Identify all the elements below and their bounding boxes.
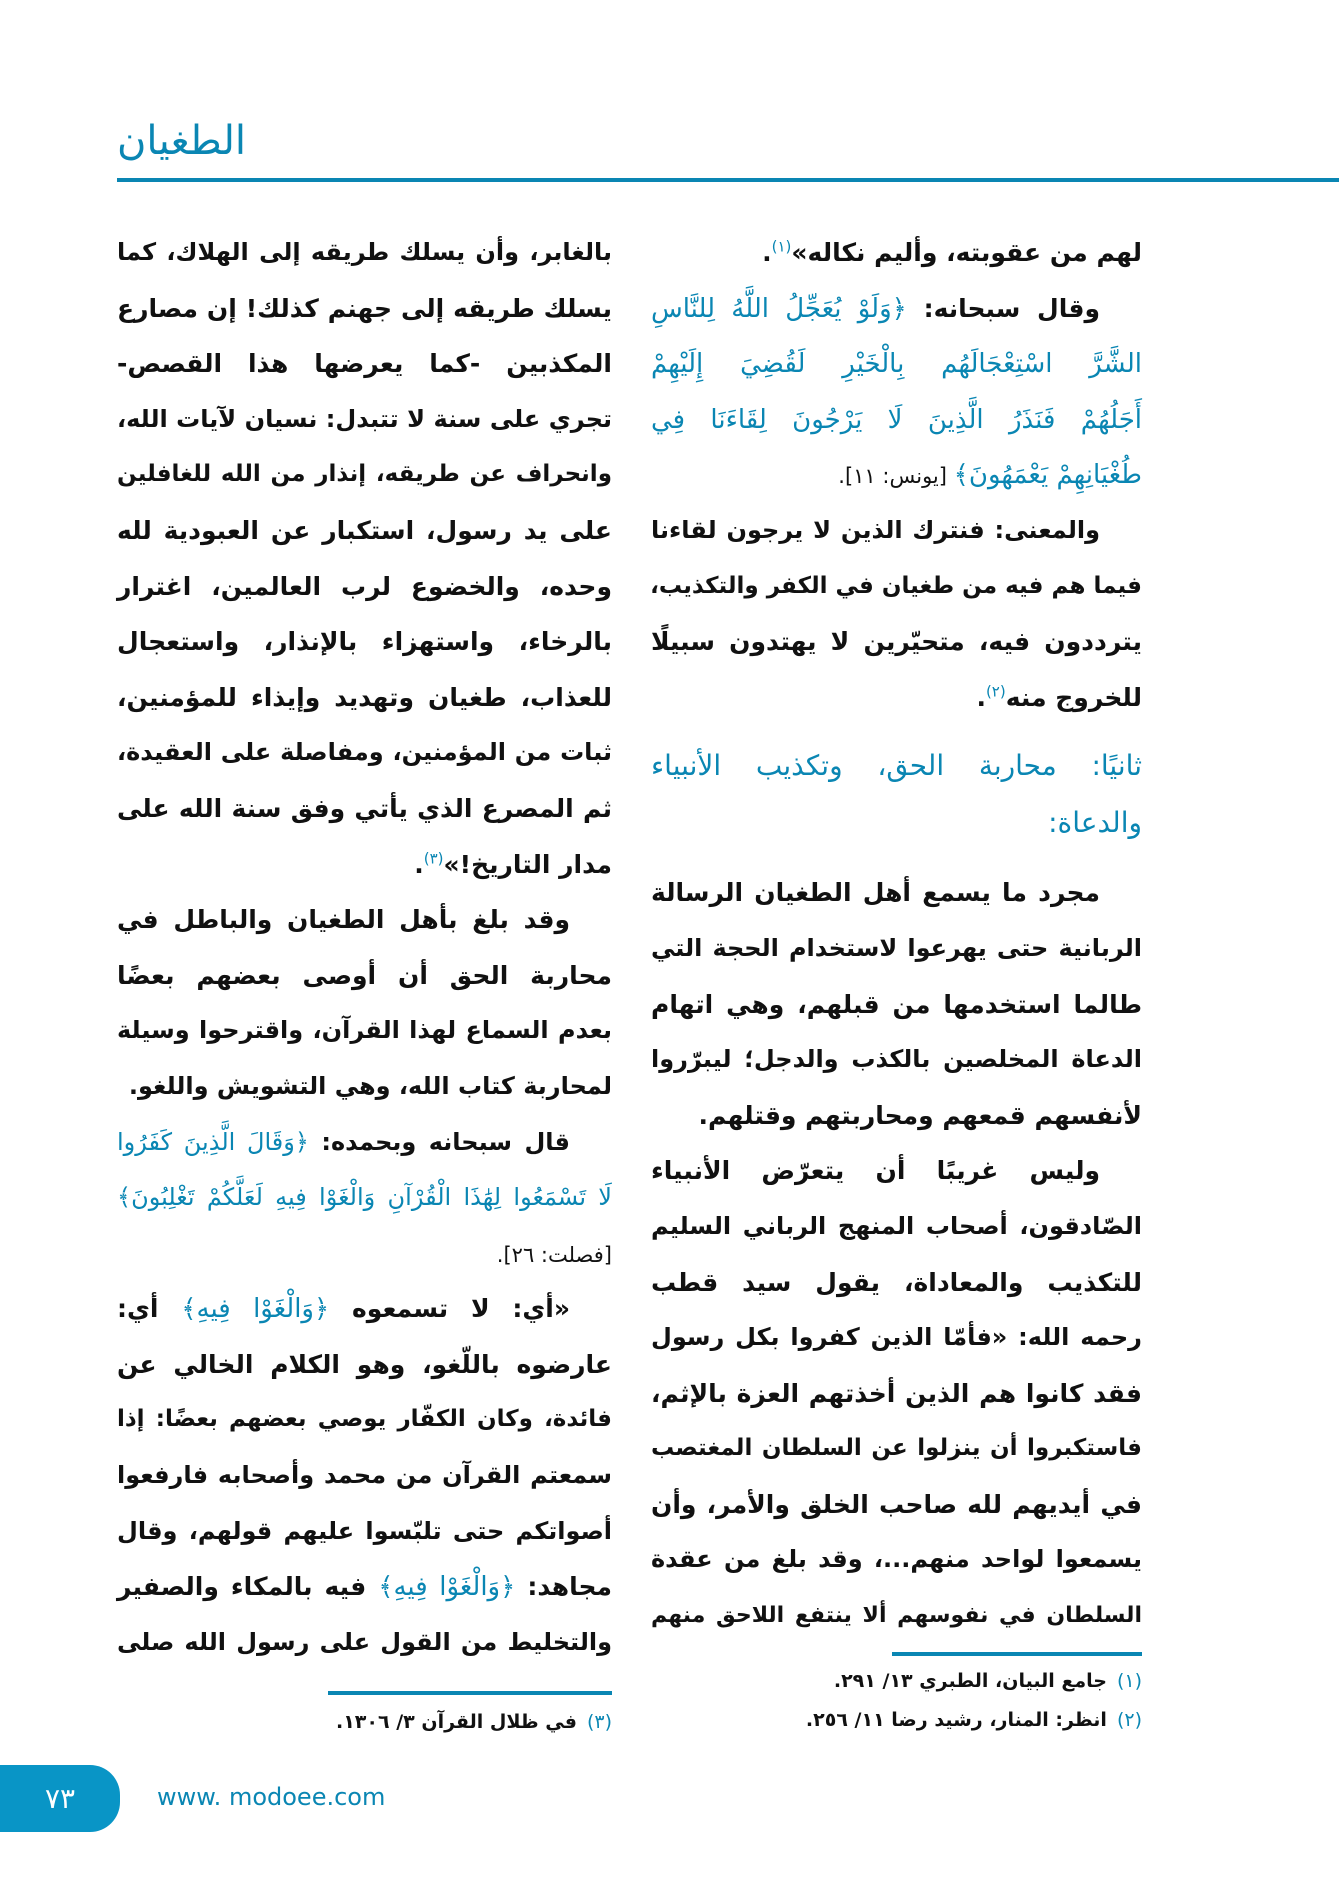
text-segment: وليس غريبًا أن يتعرّض الأنبياء [651,1156,1100,1186]
quran-verse: ﴿وَقَالَ الَّذِينَ كَفَرُوا [117,1127,309,1156]
text-segment: . [976,682,986,712]
footnote-number: (٢) [1116,1709,1142,1731]
text-segment: للتكذيب والمعاداة، يقول سيد قطب [651,1267,1142,1297]
text-line [651,865,1142,921]
chapter-title: الطغيان [117,118,247,164]
text-line [651,921,1142,977]
text-line [651,1532,1142,1588]
text-segment: فاستكبروا أن ينزلوا عن السلطان المغتصب [651,1435,1142,1462]
text-line [117,336,612,392]
text-segment: للعذاب، طغيان وتهديد وإيذاء للمؤمنين، [117,682,612,712]
text-line [117,781,612,837]
quran-verse: ﴿وَالْغَوْا فِيهِ﴾ [378,1572,516,1603]
text-line [117,1392,612,1448]
text-line [117,1504,612,1560]
text-segment: الربانية حتى يهرعوا لاستخدام الحجة التي [651,933,1142,962]
footnote-number: (١) [1116,1670,1142,1692]
text-segment: أي: [117,1294,182,1324]
text-segment: على يد رسول، استكبار عن العبودية لله [117,515,612,545]
footnote-3 [336,1711,612,1733]
text-segment: السلطان في نفوسهم ألا ينتفع اللاحق منهم [651,1603,1142,1629]
quran-verse: الشَّرَّ اسْتِعْجَالَهُم بِالْخَيْرِ لَقُضِيَ إِلَيْهِمْ [651,349,1142,380]
text-segment: فيه بالمكاء والصفير [117,1572,379,1602]
text-segment: . [414,849,424,879]
section-heading: ثانيًا: محاربة الحق، وتكذيب الأنبياء [651,749,1142,783]
text-segment: عارضوه باللّغو، وهو الكلام الخالي عن [117,1349,612,1379]
text-segment: «أي: لا تسمعوه [329,1294,570,1324]
text-segment: مدار التاريخ!» [443,849,612,879]
text-line [117,1003,612,1059]
text-segment: للخروج منه [1005,682,1142,712]
text-line [117,725,612,781]
text-line [651,392,1142,448]
text-line [117,1281,612,1337]
quran-verse: ﴿وَالْغَوْا فِيهِ﴾ [181,1294,330,1325]
footnote-text: انظر: المنار، رشيد رضا ١١/ ٢٥٦. [805,1709,1107,1731]
text-line [651,1032,1142,1088]
text-line [651,447,1142,503]
text-line [117,447,612,503]
text-line [117,1170,612,1226]
text-line [651,670,1142,726]
page-number: ٧٣ [44,1782,76,1815]
text-line [117,1059,612,1115]
text-line [117,559,612,615]
text-segment: وحده، والخضوع لرب العالمين، اغترار [117,571,612,601]
text-line [117,503,612,559]
text-line [651,503,1142,559]
footnote-divider-left [328,1691,612,1695]
text-line [117,392,612,448]
text-segment: طالما استخدمها من قبلهم، وهي اتهام [651,989,1142,1019]
text-line [651,559,1142,615]
footnote-text: في ظلال القرآن ٣/ ١٣٠٦. [335,1711,577,1733]
text-segment: الصّادقون، أصحاب المنهج الرباني السليم [651,1211,1142,1240]
footnote-ref[interactable]: (٣) [423,849,444,868]
text-line [651,1366,1142,1422]
text-segment: فقد كانوا هم الذين أخذتهم العزة بالإثم، [651,1378,1142,1408]
text-segment: بالرخاء، واستهزاء بالإنذار، واستعجال [117,627,612,657]
text-line [117,1115,612,1171]
text-segment: تجري على سنة لا تتبدل: نسيان لآيات الله، [117,404,612,433]
text-segment: والتخليط من القول على رسول الله صلى [117,1627,612,1656]
text-segment: لهم من عقوبته، وأليم نكاله» [791,238,1142,267]
text-segment: بعدم السماع لهذا القرآن، واقترحوا وسيلة [117,1016,612,1045]
right-column [651,225,1142,1644]
text-line [117,1448,612,1504]
text-line [651,1588,1142,1644]
text-segment: وانحراف عن طريقه، إنذار من الله للغافلين [117,461,612,488]
text-line [117,614,612,670]
footnote-2 [806,1709,1142,1731]
text-line [117,1615,612,1671]
text-segment: فائدة، وكان الكفّار يوصي بعضهم بعضًا: إذا [117,1406,612,1433]
text-segment: قال سبحانه وبحمده: [308,1127,570,1156]
text-line [117,892,612,948]
text-line [651,1143,1142,1199]
quran-verse: لَا تَسْمَعُوا لِهَٰذَا الْقُرْآنِ وَالْغَوْا فِيهِ لَعَلَّكُمْ تَغْلِبُونَ﴾ [117,1183,612,1212]
text-segment: . [762,238,772,267]
text-segment: لمحاربة كتاب الله، وهي التشويش واللغو. [128,1071,612,1100]
text-segment: أصواتكم حتى تلبّسوا عليهم قولهم، وقال [117,1516,612,1545]
text-segment: والمعنى: فنترك الذين لا يرجون لقاءنا [651,515,1100,544]
text-line [651,225,1142,281]
text-segment: مجرد ما يسمع أهل الطغيان الرسالة [651,878,1100,908]
text-line [117,1559,612,1615]
text-line [651,1421,1142,1477]
text-line [651,1255,1142,1311]
text-segment: محاربة الحق أن أوصى بعضهم بعضًا [117,960,612,990]
text-segment: المكذبين -كما يعرضها هذا القصص- [117,349,612,379]
text-line [117,948,612,1004]
text-line [117,225,612,281]
text-segment: رحمه الله: «فأمّا الذين كفروا بكل رسول [651,1323,1142,1352]
left-column [117,225,612,1670]
text-segment: فيما هم فيه من طغيان في الكفر والتكذيب، [650,572,1142,599]
verse-reference: [يونس: ١١]. [838,464,954,489]
header-rule [117,178,1339,182]
quran-verse: أَجَلُهُمْ فَنَذَرُ الَّذِينَ لَا يَرْجُونَ لِقَاءَنَا فِي [651,404,1142,435]
text-segment: وقال سبحانه: [906,293,1101,323]
text-line [651,336,1142,392]
section-heading: والدعاة: [1048,806,1142,840]
text-line [651,1310,1142,1366]
text-segment: يسلك طريقه إلى جهنم كذلك! إن مصارع [117,293,612,323]
text-segment: يسمعوا لواحد منهم...، وقد بلغ من عقدة [651,1545,1142,1574]
footnote-number: (٣) [586,1711,612,1733]
text-line [117,1226,612,1282]
spacer [651,851,1142,865]
text-segment: مجاهد: [515,1572,613,1602]
quran-verse: طُغْيَانِهِمْ يَعْمَهُونَ﴾ [953,460,1142,491]
text-line [117,670,612,726]
text-line [117,281,612,337]
text-segment: سمعتم القرآن من محمد وأصحابه فارفعوا [117,1461,612,1490]
text-line [651,614,1142,670]
text-line [651,1088,1142,1144]
text-segment: بالغابر، وأن يسلك طريقه إلى الهلاك، كما [117,238,612,266]
footnote-text: جامع البيان، الطبري ١٣/ ٢٩١. [833,1670,1107,1692]
text-line [651,281,1142,337]
text-line [651,1477,1142,1533]
verse-reference: [فصلت: ٢٦]. [496,1242,612,1267]
text-segment: لأنفسهم قمعهم ومحاربتهم وقتلهم. [698,1100,1142,1130]
text-line [651,1199,1142,1255]
text-segment: الدعاة المخلصين بالكذب والدجل؛ ليبرّروا [651,1045,1142,1074]
website-link[interactable]: www. modoee.com [157,1783,386,1811]
text-line [651,977,1142,1033]
quran-verse: ﴿وَلَوْ يُعَجِّلُ اللَّهُ لِلنَّاسِ [651,293,907,324]
text-segment: يترددون فيه، متحيّرين لا يهتدون سبيلًا [651,627,1142,657]
footnote-1 [834,1670,1142,1692]
footnote-ref[interactable]: (٢) [985,682,1006,701]
text-segment: في أيديهم لله صاحب الخلق والأمر، وأن [651,1489,1142,1519]
text-segment: ثبات من المؤمنين، ومفاصلة على العقيدة، [117,738,612,767]
text-segment: ثم المصرع الذي يأتي وفق سنة الله على [117,793,612,823]
text-segment: وقد بلغ بأهل الطغيان والباطل في [117,905,570,935]
text-line [117,837,612,893]
page-number-badge [0,1765,120,1832]
text-line [117,1337,612,1393]
footnote-ref[interactable]: (١) [771,237,792,256]
footnote-divider-right [892,1652,1142,1656]
